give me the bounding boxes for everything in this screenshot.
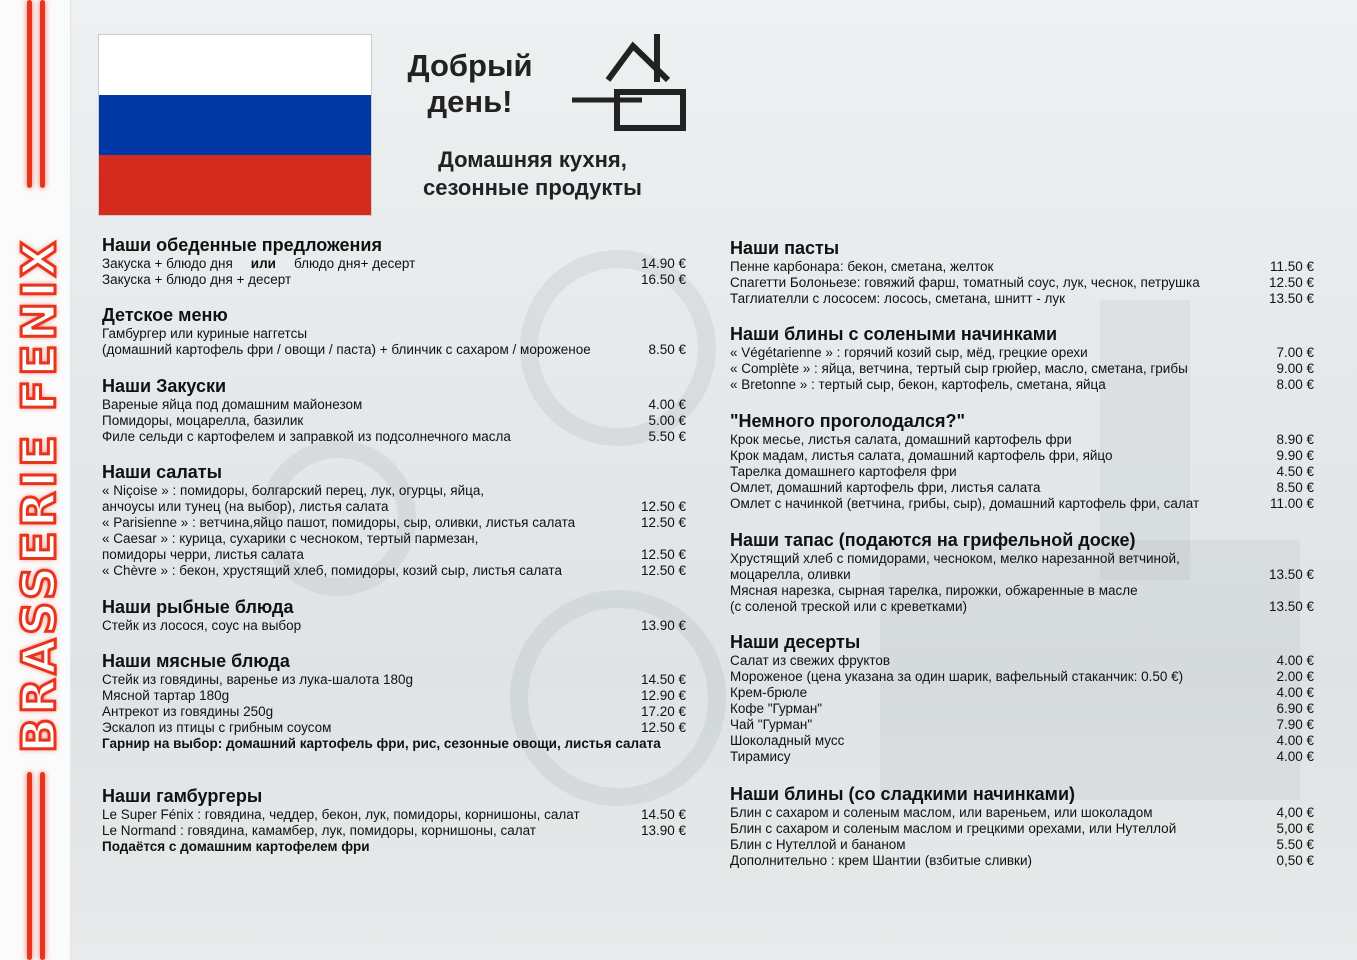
- item-text: « Complète » : яйца, ветчина, тертый сыр грюйер, масло, сметана, грибы: [730, 361, 1188, 376]
- item-text: Дополнительно : крем Шантии (взбитые сливки): [730, 853, 1032, 868]
- section-title: Наши мясные блюда: [102, 651, 290, 671]
- item-price: 8.50 €: [648, 342, 686, 357]
- section-title: Наши пасты: [730, 238, 840, 258]
- item-text: Мороженое (цена указана за один шарик, вафельный стаканчик: 0.50 €): [730, 669, 1184, 684]
- section-savory-crepes: [730, 324, 1314, 393]
- section-lunch: [102, 235, 686, 288]
- section-starters: [102, 376, 686, 445]
- item-text: Спагетти Болоньезе: говяжий фарш, томатный соус, лук, чеснок, петрушка: [730, 275, 1200, 290]
- item-price: 4.00 €: [1276, 733, 1314, 748]
- tagline: Домашняя кухня, сезонные продукты: [423, 147, 642, 200]
- item-price: 9.90 €: [1276, 448, 1314, 463]
- menu-row: [730, 567, 1314, 583]
- menu-row: [102, 688, 686, 704]
- item-text: « Niçoise » : помидоры, болгарский перец, лук, огурцы, яйца,: [102, 483, 485, 498]
- menu-row: [730, 480, 1314, 496]
- item-price: 8.00 €: [1276, 377, 1314, 392]
- item-price: 12.50 €: [640, 515, 686, 530]
- section-title: Наши десерты: [730, 632, 861, 652]
- item-price: 13.50 €: [1268, 599, 1314, 614]
- item-price: 4.00 €: [1276, 653, 1314, 668]
- item-text: Кофе "Гурман": [730, 701, 823, 716]
- item-price: 5.50 €: [648, 429, 686, 444]
- side-dish-note: Гарнир на выбор: домашний картофель фри, рис, сезонные овощи, листья салата: [102, 736, 661, 751]
- menu-row: [730, 653, 1314, 669]
- item-price: 2.00 €: [1276, 669, 1314, 684]
- menu-row: [102, 547, 686, 563]
- section-title: Наши обеденные предложения: [102, 235, 383, 255]
- menu-row: [102, 342, 686, 358]
- item-text: Мясной тартар 180g: [102, 688, 230, 703]
- menu-row: [730, 275, 1314, 291]
- item-text: Стейк из лосося, соус на выбор: [102, 618, 302, 633]
- menu-row: [730, 259, 1314, 275]
- item-text: Омлет, домашний картофель фри, листья салата: [730, 480, 1041, 495]
- section-title: Наши блины (со сладкими начинками): [730, 784, 1076, 804]
- item-price: 14.90 €: [640, 256, 686, 271]
- flag-blue-stripe: [99, 95, 371, 155]
- menu-row: [730, 749, 1314, 765]
- item-text: анчоусы или тунец (на выбор), листья салата: [102, 499, 389, 514]
- item-text: блюдо дня+ десерт: [293, 256, 416, 271]
- item-text: Гамбургер или куриные наггетсы: [102, 326, 308, 341]
- menu-row: [102, 256, 686, 272]
- item-text: Тирамису: [730, 749, 791, 764]
- menu-row: [102, 531, 686, 547]
- item-price: 9.00 €: [1276, 361, 1314, 376]
- flag-red-stripe: [99, 155, 371, 215]
- item-text: « Caesar » : курица, сухарики с чесноком, тертый пармезан,: [102, 531, 479, 546]
- item-text: Помидоры, моцарелла, базилик: [102, 413, 304, 428]
- item-text: « Végétarienne » : горячий козий сыр, мёд, грецкие орехи: [730, 345, 1088, 360]
- item-text: Тарелка домашнего картофеля фри: [730, 464, 957, 479]
- menu-row: [730, 837, 1314, 853]
- item-price: 14.50 €: [640, 807, 686, 822]
- item-text: Le Normand : говядина, камамбер, лук, помидоры, корнишоны, салат: [102, 823, 536, 838]
- menu-row: [102, 823, 686, 839]
- menu-row: [730, 717, 1314, 733]
- neon-bar: [40, 772, 45, 960]
- item-text: Закуска + блюдо дня + десерт: [102, 272, 292, 287]
- brand-logo: BRASSERIE FENIX: [12, 237, 66, 753]
- item-price: 5.50 €: [1276, 837, 1314, 852]
- neon-bar: [27, 0, 32, 188]
- section-desserts: [730, 632, 1314, 765]
- item-text: Филе сельди с картофелем и заправкой из подсолнечного масла: [102, 429, 511, 444]
- section-title: Наши рыбные блюда: [102, 597, 294, 617]
- item-text: Таглиателли с лососем: лосось, сметана, шнитт - лук: [730, 291, 1066, 306]
- item-price: 4.00 €: [648, 397, 686, 412]
- item-text: Антрекот из говядины 250g: [102, 704, 274, 719]
- item-price: 13.90 €: [640, 823, 686, 838]
- item-price: 12.50 €: [640, 499, 686, 514]
- item-text: помидоры черри, листья салата: [102, 547, 304, 562]
- item-price: 4.00 €: [1276, 749, 1314, 764]
- item-text: « Parisienne » : ветчина,яйцо пашот, помидоры, сыр, оливки, листья салата: [102, 515, 576, 530]
- menu-row: [730, 361, 1314, 377]
- item-price: 13.90 €: [640, 618, 686, 633]
- menu-row: [730, 821, 1314, 837]
- house-icon: [572, 34, 694, 134]
- menu-row: [102, 515, 686, 531]
- item-price: 4.00 €: [1276, 685, 1314, 700]
- item-price: 5,00 €: [1276, 821, 1314, 836]
- section-kids: [102, 305, 686, 358]
- section-sweet-crepes: [730, 784, 1314, 869]
- item-text: Блин с Нутеллой и бананом: [730, 837, 906, 852]
- section-pasta: [730, 238, 1314, 307]
- item-text: (с соленой треской или с креветками): [730, 599, 967, 614]
- item-text: Блин с сахаром и соленым маслом, или вареньем, или шоколадом: [730, 805, 1153, 820]
- item-text: Омлет с начинкой (ветчина, грибы, сыр), домашний картофель фри, салат: [730, 496, 1200, 511]
- item-text: Салат из свежих фруктов: [730, 653, 891, 668]
- item-text: Вареные яйца под домашним майонезом: [102, 397, 363, 412]
- item-price: 12.50 €: [1268, 275, 1314, 290]
- menu-row: [102, 429, 686, 445]
- menu-row: [102, 672, 686, 688]
- item-text: Крок мадам, листья салата, домашний картофель фри, яйцо: [730, 448, 1113, 463]
- item-text: Крем-брюле: [730, 685, 808, 700]
- section-title: Детское меню: [102, 305, 228, 325]
- item-price: 13.50 €: [1268, 567, 1314, 582]
- item-text: Блин с сахаром и соленым маслом и грецкими орехами, или Нутеллой: [730, 821, 1177, 836]
- menu-row: [730, 583, 1314, 599]
- item-price: 4.50 €: [1276, 464, 1314, 479]
- section-salads: [102, 462, 686, 579]
- item-text: Le Super Fénix : говядина, чеддер, бекон, лук, помидоры, корнишоны, салат: [102, 807, 580, 822]
- item-price: 17.20 €: [640, 704, 686, 719]
- menu-row: [730, 551, 1314, 567]
- menu-row: [102, 413, 686, 429]
- item-text: Стейк из говядины, варенье из лука-шалота 180g: [102, 672, 414, 687]
- menu-row: [730, 464, 1314, 480]
- item-price: 14.50 €: [640, 672, 686, 687]
- section-burgers: [102, 786, 686, 855]
- section-fish: [102, 597, 686, 634]
- item-text: « Bretonne » : тертый сыр, бекон, картофель, сметана, яйца: [730, 377, 1106, 392]
- menu-row: [730, 701, 1314, 717]
- section-title: Наши тапас (подаются на грифельной доске): [730, 530, 1136, 550]
- item-text: Шоколадный мусс: [730, 733, 845, 748]
- neon-bar: [27, 772, 32, 960]
- item-text: Эскалоп из птицы с грибным соусом: [102, 720, 332, 735]
- menu-row: [730, 685, 1314, 701]
- item-price: 16.50 €: [640, 272, 686, 287]
- item-price: 12.50 €: [640, 547, 686, 562]
- item-text: Пенне карбонара: бекон, сметана, желток: [730, 259, 994, 274]
- menu-row: [102, 720, 686, 736]
- item-price: 12.90 €: [640, 688, 686, 703]
- item-price: 8.50 €: [1276, 480, 1314, 495]
- menu-row: [730, 291, 1314, 307]
- section-hungry: [730, 411, 1314, 512]
- or-word: или: [250, 256, 276, 271]
- section-title: Наши салаты: [102, 462, 222, 482]
- menu-row: [730, 432, 1314, 448]
- item-text: « Chèvre » : бекон, хрустящий хлеб, помидоры, козий сыр, листья салата: [102, 563, 562, 578]
- item-price: 7.90 €: [1276, 717, 1314, 732]
- item-text: (домашний картофель фри / овощи / паста) + блинчик с сахаром / мороженое: [102, 342, 591, 357]
- item-price: 4,00 €: [1276, 805, 1314, 820]
- item-text: Мясная нарезка, сырная тарелка, пирожки, обжаренные в масле: [730, 583, 1138, 598]
- item-text: Закуска + блюдо дня: [102, 256, 233, 271]
- menu-row: [730, 733, 1314, 749]
- menu-row: [730, 345, 1314, 361]
- section-title: Наши блины с солеными начинками: [730, 324, 1058, 344]
- item-price: 12.50 €: [640, 720, 686, 735]
- item-price: 6.90 €: [1276, 701, 1314, 716]
- russian-flag: [98, 34, 372, 216]
- item-text: Хрустящий хлеб с помидорами, чесноком, мелко нарезанной ветчиной,: [730, 551, 1180, 566]
- menu-row: [102, 563, 686, 579]
- menu-row: [102, 397, 686, 413]
- menu-row: [102, 483, 686, 499]
- menu-row: [730, 853, 1314, 869]
- menu-row: [102, 499, 686, 515]
- item-price: 7.00 €: [1276, 345, 1314, 360]
- item-text: Крок месье, листья салата, домашний картофель фри: [730, 432, 1072, 447]
- item-price: 11.50 €: [1269, 259, 1314, 274]
- menu-row: [730, 377, 1314, 393]
- menu-row: [102, 704, 686, 720]
- served-with-note: Подаётся с домашним картофелем фри: [102, 839, 370, 854]
- item-price: 12.50 €: [640, 563, 686, 578]
- menu-row: [102, 272, 686, 288]
- item-price: 5.00 €: [648, 413, 686, 428]
- menu-row: [730, 496, 1314, 512]
- section-title: Наши гамбургеры: [102, 786, 263, 806]
- neon-bar: [40, 0, 45, 188]
- menu-row: [730, 599, 1314, 615]
- item-text: моцарелла, оливки: [730, 567, 851, 582]
- menu-row: [102, 326, 686, 342]
- section-title: Наши Закуски: [102, 376, 227, 396]
- item-price: 8.90 €: [1276, 432, 1314, 447]
- section-meat: [102, 651, 686, 752]
- section-tapas: [730, 530, 1314, 615]
- menu-row: [730, 669, 1314, 685]
- item-price: 13.50 €: [1268, 291, 1314, 306]
- item-price: 11.00 €: [1269, 496, 1314, 511]
- flag-white-stripe: [99, 35, 371, 95]
- menu-row: [102, 807, 686, 823]
- item-text: Чай "Гурман": [730, 717, 813, 732]
- item-price: 0,50 €: [1276, 853, 1314, 868]
- menu-row: [102, 618, 686, 634]
- menu-row: [730, 448, 1314, 464]
- menu-row: [730, 805, 1314, 821]
- greeting: Добрый день!: [407, 48, 533, 119]
- section-title: "Немного проголодался?": [730, 411, 966, 431]
